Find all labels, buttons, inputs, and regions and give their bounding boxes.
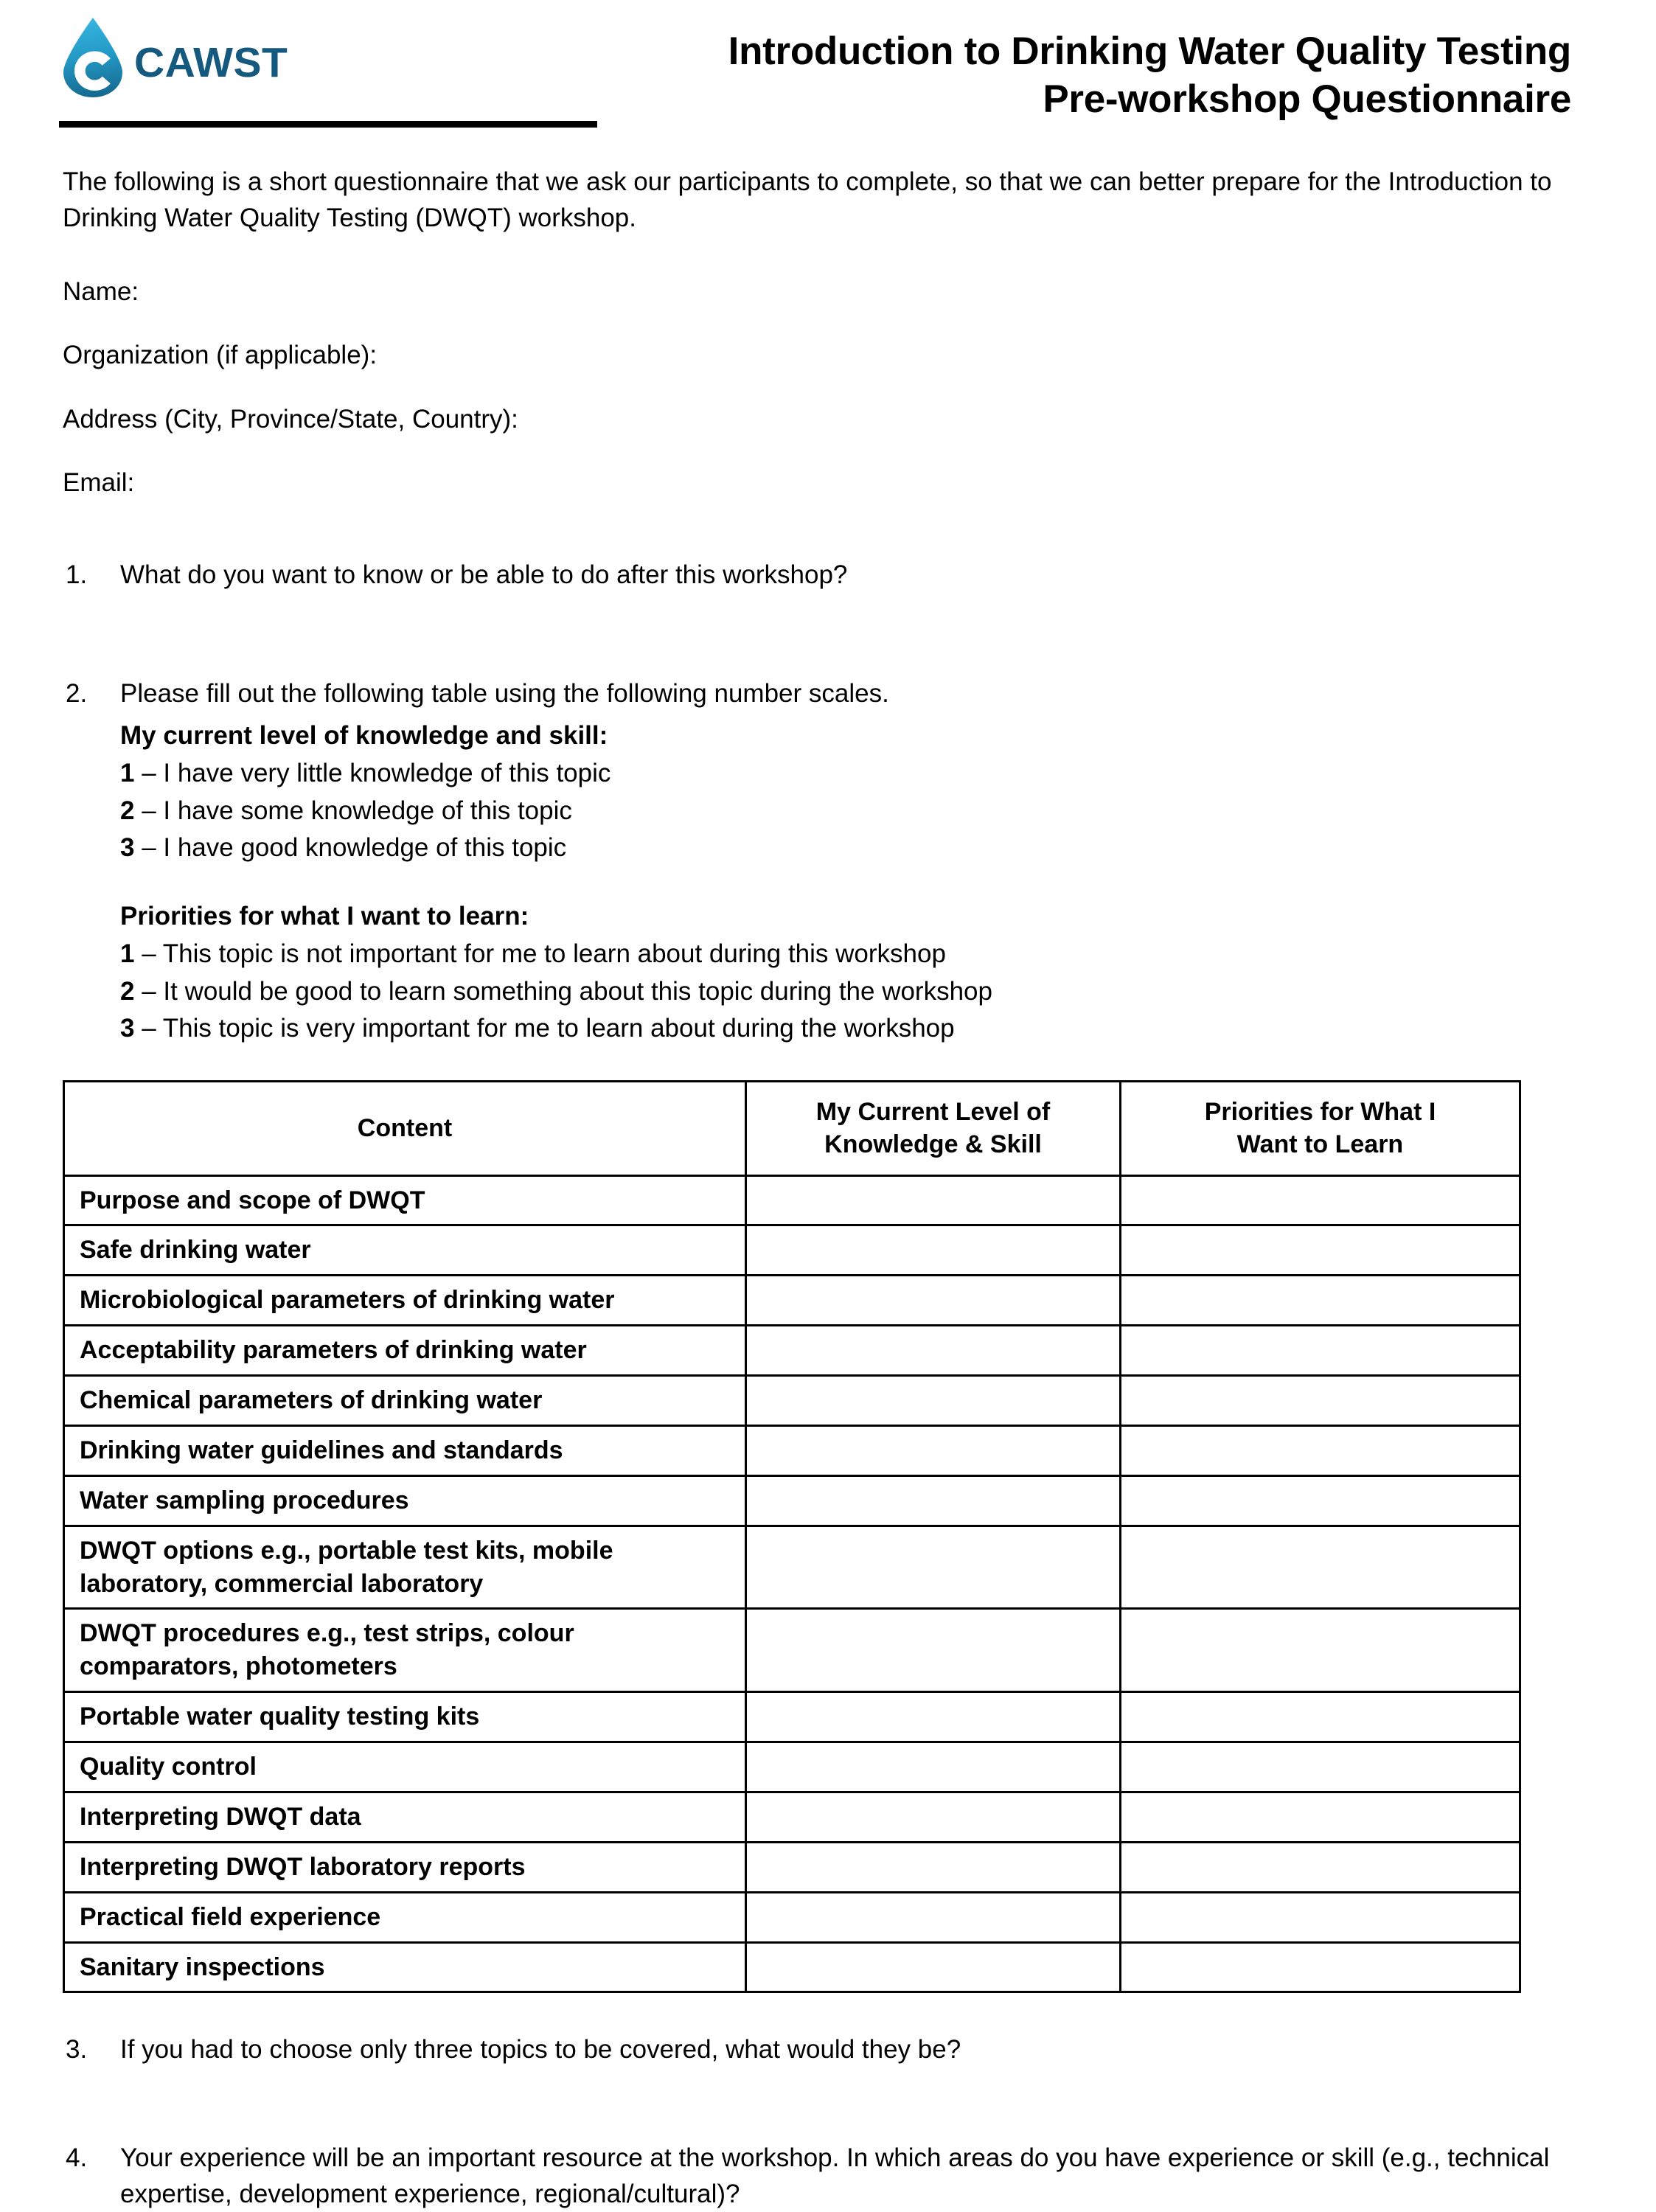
table-col-header-knowledge-line1: My Current Level of (815, 1098, 1051, 1127)
table-body (64, 1175, 1520, 1992)
table-cell-knowledge-input[interactable] (746, 1692, 1121, 1742)
table-header (64, 1082, 1520, 1175)
priorities-scale-heading: Priorities for what I want to learn: (120, 902, 529, 931)
table-cell-knowledge-input[interactable] (746, 1276, 1121, 1326)
knowledge-scale-option-2-num: 2 (120, 796, 135, 825)
document-header (0, 0, 1656, 147)
table-cell-content: Safe drinking water (64, 1225, 746, 1276)
table-cell-content: Portable water quality testing kits (64, 1692, 746, 1742)
knowledge-scale-heading: My current level of knowledge and skill: (120, 721, 608, 751)
question-2 (63, 675, 1571, 1048)
table-cell-knowledge-input[interactable] (746, 1175, 1121, 1225)
title-line-1: Introduction to Drinking Water Quality Testing (728, 29, 1571, 73)
priorities-scale-option-1-dash: – (134, 939, 163, 968)
table-cell-priority-input[interactable] (1121, 1526, 1520, 1609)
priorities-scale-option-3-text: This topic is very important for me to learn about during the workshop (162, 1014, 955, 1043)
field-address-label: Address (City, Province/State, Country): (63, 404, 518, 434)
knowledge-scale-option-1-num: 1 (120, 758, 135, 787)
table-col-header-knowledge (746, 1082, 1121, 1175)
knowledge-scale-option-1-text: I have very little knowledge of this topic (163, 758, 611, 787)
table-row (64, 1842, 1520, 1892)
priorities-scale-group (120, 898, 1571, 1048)
table-col-header-content: Content (64, 1082, 746, 1175)
table-cell-priority-input[interactable] (1121, 1475, 1520, 1526)
table-row (64, 1475, 1520, 1526)
table-cell-content: Drinking water guidelines and standards (64, 1425, 746, 1475)
knowledge-scale-option-2 (120, 793, 1571, 830)
table-cell-priority-input[interactable] (1121, 1175, 1520, 1225)
question-3-number: 3. (66, 2035, 88, 2065)
table-row (64, 1276, 1520, 1326)
priorities-scale-option-2-num: 2 (120, 976, 135, 1006)
table-cell-priority-input[interactable] (1121, 1225, 1520, 1276)
table-header-row (64, 1082, 1520, 1175)
document-body (0, 164, 1656, 1048)
water-droplet-icon (59, 16, 127, 99)
priorities-scale-option-2-text: It would be good to learn something about this topic during the workshop (163, 976, 992, 1006)
table-cell-knowledge-input[interactable] (746, 1475, 1121, 1526)
table-row (64, 1526, 1520, 1609)
question-2-number: 2. (66, 679, 88, 709)
question-1-text: What do you want to know or be able to do after this workshop? (120, 560, 848, 590)
knowledge-scale-option-2-dash: – (134, 796, 164, 825)
document-tail (0, 2031, 1656, 2212)
table-row (64, 1175, 1520, 1225)
content-priorities-table-wrapper (0, 1080, 1656, 1993)
table-cell-priority-input[interactable] (1121, 1276, 1520, 1326)
knowledge-scale-option-1-dash: – (134, 758, 164, 787)
cawst-logo (59, 16, 288, 99)
priorities-scale-option-3 (120, 1010, 1571, 1048)
content-priorities-table (63, 1080, 1521, 1993)
table-cell-priority-input[interactable] (1121, 1609, 1520, 1692)
table-cell-content: Acceptability parameters of drinking water (64, 1326, 746, 1376)
question-2-body (120, 675, 1571, 1048)
table-cell-knowledge-input[interactable] (746, 1425, 1121, 1475)
priorities-scale-option-3-num: 3 (120, 1014, 135, 1043)
table-cell-content: Interpreting DWQT laboratory reports (64, 1842, 746, 1892)
table-cell-knowledge-input[interactable] (746, 1942, 1121, 1992)
priorities-scale-option-1-num: 1 (120, 939, 135, 968)
priorities-scale-option-3-dash: – (134, 1014, 163, 1043)
question-1-number: 1. (66, 560, 88, 590)
knowledge-scale-option-3-text: I have good knowledge of this topic (163, 833, 567, 863)
cawst-wordmark: CAWST (134, 38, 288, 86)
table-row (64, 1609, 1520, 1692)
table-col-header-knowledge-line2: Knowledge & Skill (824, 1130, 1042, 1159)
table-col-header-priorities-line2: Want to Learn (1236, 1130, 1404, 1159)
table-row (64, 1742, 1520, 1792)
table-cell-knowledge-input[interactable] (746, 1609, 1121, 1692)
page-title (728, 28, 1571, 123)
table-cell-priority-input[interactable] (1121, 1692, 1520, 1742)
table-cell-content: Quality control (64, 1742, 746, 1792)
question-3 (63, 2031, 1571, 2067)
table-row (64, 1326, 1520, 1376)
priorities-scale-option-2-dash: – (134, 976, 164, 1006)
table-row (64, 1892, 1520, 1942)
title-line-2: Pre-workshop Questionnaire (1043, 77, 1571, 121)
knowledge-scale-option-2-text: I have some knowledge of this topic (163, 796, 572, 825)
table-cell-content: Chemical parameters of drinking water (64, 1376, 746, 1426)
table-cell-priority-input[interactable] (1121, 1376, 1520, 1426)
table-cell-knowledge-input[interactable] (746, 1376, 1121, 1426)
table-row (64, 1792, 1520, 1842)
knowledge-scale-group (120, 717, 1571, 867)
priorities-scale-option-2 (120, 973, 1571, 1011)
table-cell-priority-input[interactable] (1121, 1942, 1520, 1992)
table-cell-content: Water sampling procedures (64, 1475, 746, 1526)
table-cell-content: Sanitary inspections (64, 1942, 746, 1992)
table-cell-knowledge-input[interactable] (746, 1842, 1121, 1892)
table-cell-knowledge-input[interactable] (746, 1892, 1121, 1942)
table-cell-priority-input[interactable] (1121, 1742, 1520, 1792)
knowledge-scale-option-1 (120, 755, 1571, 793)
table-cell-content: Practical field experience (64, 1892, 746, 1942)
priorities-scale-option-1 (120, 936, 1571, 973)
field-name-label: Name: (63, 277, 139, 306)
knowledge-scale-option-3 (120, 830, 1571, 867)
table-cell-content: DWQT options e.g., portable test kits, mobile laboratory, commercial laboratory (64, 1526, 746, 1609)
table-cell-priority-input[interactable] (1121, 1425, 1520, 1475)
field-email-label: Email: (63, 467, 135, 497)
question-3-text: If you had to choose only three topics to be covered, what would they be? (120, 2035, 961, 2065)
scale-spacer (120, 867, 1571, 892)
table-cell-priority-input[interactable] (1121, 1326, 1520, 1376)
table-col-header-priorities-line1: Priorities for What I (1204, 1098, 1436, 1127)
question-1 (63, 557, 1571, 593)
question-4-text: Your experience will be an important resource at the workshop. In which areas do you have experience or skill (e.g., technical expertise, development experience, regional/cultural)? (120, 2143, 1550, 2209)
table-row (64, 1942, 1520, 1992)
table-cell-content: Interpreting DWQT data (64, 1792, 746, 1842)
header-divider-rule (59, 121, 597, 128)
table-cell-knowledge-input[interactable] (746, 1792, 1121, 1842)
question-4 (63, 2140, 1571, 2212)
table-cell-knowledge-input[interactable] (746, 1225, 1121, 1276)
intro-paragraph: The following is a short questionnaire that we ask our participants to complete, so that we can better prepare for the Introduction to Drinking Water Quality Testing (DWQT) workshop. (63, 167, 1552, 232)
priorities-scale-option-1-text: This topic is not important for me to learn about during this workshop (162, 939, 946, 968)
table-row (64, 1376, 1520, 1426)
question-2-text: Please fill out the following table using the following number scales. (120, 679, 889, 709)
table-cell-knowledge-input[interactable] (746, 1526, 1121, 1609)
table-row (64, 1692, 1520, 1742)
question-4-number: 4. (66, 2143, 88, 2173)
table-cell-content: DWQT procedures e.g., test strips, colour comparators, photometers (64, 1609, 746, 1692)
table-cell-knowledge-input[interactable] (746, 1326, 1121, 1376)
table-row (64, 1425, 1520, 1475)
field-organization-label: Organization (if applicable): (63, 341, 378, 370)
table-cell-content: Purpose and scope of DWQT (64, 1175, 746, 1225)
table-row (64, 1225, 1520, 1276)
knowledge-scale-option-3-num: 3 (120, 833, 135, 863)
table-cell-priority-input[interactable] (1121, 1792, 1520, 1842)
knowledge-scale-option-3-dash: – (134, 833, 164, 863)
table-cell-priority-input[interactable] (1121, 1842, 1520, 1892)
table-cell-content: Microbiological parameters of drinking water (64, 1276, 746, 1326)
table-cell-priority-input[interactable] (1121, 1892, 1520, 1942)
table-col-header-priorities (1121, 1082, 1520, 1175)
table-cell-knowledge-input[interactable] (746, 1742, 1121, 1792)
